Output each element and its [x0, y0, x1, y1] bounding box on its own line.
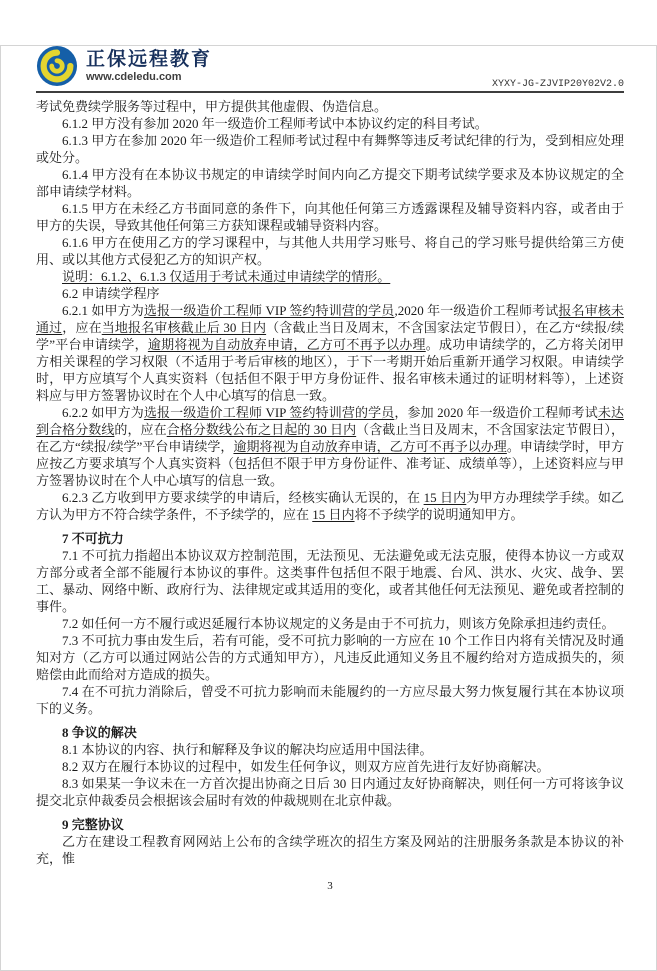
text-segment: 8 争议的解决	[62, 725, 137, 740]
text-segment: 为甲方办理续学手续。如乙方认为甲方不符合续学条件，不予续学的，应在	[36, 490, 624, 522]
text-segment: 6.2.3 乙方收到甲方要求续学的申请后，经核实确认无误的，在	[62, 490, 424, 505]
paragraph	[36, 547, 624, 615]
swirl-logo-icon	[36, 45, 78, 87]
text-segment: 6.1.6 甲方在使用乙方的学习课程中，与其他人共用学习账号、将自己的学习账号提供给第三方使用、或以其他方式侵犯乙方的知识产权。	[36, 235, 624, 267]
text-segment: ，应在	[62, 320, 102, 335]
text-segment: ,2020 年一级造价工程师考试	[394, 303, 559, 318]
paragraph	[36, 302, 624, 404]
section-heading	[36, 530, 624, 547]
underlined-text: 当地报名审核截止后 30 日内	[101, 320, 267, 335]
document-body	[36, 98, 624, 867]
paragraph	[36, 234, 624, 268]
underlined-text: 逾期将视为自动放弃申请，乙方可不再予以办理	[147, 337, 426, 352]
underlined-text: 合格分数线公布之日起的 30 日内	[166, 422, 357, 437]
underlined-text: 说明：6.1.2、6.1.3 仅适用于考试未通过申请续学的情形。	[62, 269, 391, 284]
text-segment: 6.2 申请续学程序	[62, 286, 160, 301]
text-segment: 。成功申请续学的，乙方将关闭甲方相关课程的学习权限（不适用于考后审核的地区），于下一考期开始后重新开通学习权限。申请续学时，甲方应填写个人真实资料（包括但不限于甲方身份证件、报名审核未通过的证明材料等），上述资料应与甲方签署协议时在个人中心填写的信息一致。	[36, 337, 624, 403]
text-segment: 6.2.2 如甲方为	[62, 405, 144, 420]
brand-name: 正保远程教育	[86, 48, 213, 70]
paragraph	[36, 489, 624, 523]
paragraph	[36, 683, 624, 717]
section-heading	[36, 724, 624, 741]
paragraph	[36, 758, 624, 775]
text-segment: 7.3 不可抗力事由发生后，若有可能，受不可抗力影响的一方应在 10 个工作日内将有关情况及时通知对方（乙方可以通过网站公告的方式通知甲方），凡违反此通知义务且不履约给对方造成损失的，须赔偿由此而给对方造成的损失。	[36, 633, 624, 682]
paragraph	[36, 833, 624, 867]
paragraph	[36, 98, 624, 115]
paragraph	[36, 741, 624, 758]
paragraph	[36, 132, 624, 166]
paragraph	[36, 285, 624, 302]
text-segment: 6.2.1 如甲方为	[62, 303, 144, 318]
text-segment: 6.1.2 甲方没有参加 2020 年一级造价工程师考试中本协议约定的科目考试。	[62, 116, 488, 131]
text-segment: 9 完整协议	[62, 817, 124, 832]
paragraph	[36, 632, 624, 683]
underlined-text: 15 日内	[312, 507, 355, 522]
paragraph	[36, 115, 624, 132]
paragraph	[36, 268, 624, 285]
underlined-text: 报名审核未通过	[36, 303, 624, 335]
text-segment: 。申请续学时，甲方应按乙方要求填写个人真实资料（包括但不限于甲方身份证件、准考证、成绩单等），上述资料应与甲方签署协议时在个人中心填写的信息一致。	[36, 439, 624, 488]
text-segment: 乙方在建设工程教育网网站上公布的含续学班次的招生方案及网站的注册服务条款是本协议的补充，惟	[36, 834, 624, 866]
paragraph	[36, 166, 624, 200]
page-header	[36, 45, 624, 89]
text-segment: ，参加 2020 年一级造价工程师考试	[394, 405, 598, 420]
text-segment: 8.3 如果某一争议未在一方首次提出协商之日后 30 日内通过友好协商解决，则任何一方可将该争议提交北京仲裁委员会根据该会届时有效的仲裁规则在北京仲裁。	[36, 776, 624, 808]
text-segment: 6.1.5 甲方在未经乙方书面同意的条件下，向其他任何第三方透露课程及辅导资料内容，或者由于甲方的失误，导致其他任何第三方获知课程或辅导资料内容。	[36, 201, 624, 233]
paragraph	[36, 775, 624, 809]
text-segment: 8.1 本协议的内容、执行和解释及争议的解决均应适用中国法律。	[62, 742, 433, 757]
text-segment: 将不予续学的说明通知甲方。	[354, 507, 524, 522]
brand-text-block	[86, 49, 212, 84]
paragraph	[36, 615, 624, 632]
header-rule	[36, 91, 624, 93]
page-number: 3	[327, 880, 333, 892]
text-segment: （含截止当日及周末，不含国家法定节假日），在乙方“续报/续学”平台申请续学，	[36, 320, 624, 352]
brand-website: www.cdeledu.com	[86, 70, 182, 83]
underlined-text: 15 日内	[423, 490, 467, 505]
text-segment: 6.1.4 甲方没有在本协议书规定的申请续学时间内向乙方提交下期考试续学要求及本协议规定的全部申请续学材料。	[36, 167, 624, 199]
paragraph	[36, 404, 624, 489]
section-heading	[36, 816, 624, 833]
document-page	[0, 45, 657, 971]
underlined-text: 选报一级造价工程师 VIP 签约特训营的学员	[143, 405, 395, 420]
page-footer	[36, 880, 624, 892]
text-segment: 考试免费续学服务等过程中，甲方提供其他虚假、伪造信息。	[36, 99, 388, 114]
text-segment: 的，应在	[114, 422, 167, 437]
underlined-text: 未达到合格分数线	[36, 405, 624, 437]
document-code: XYXY-JG-ZJVIP20Y02V2.0	[491, 79, 624, 90]
text-segment: 7 不可抗力	[62, 531, 124, 546]
underlined-text: 选报一级造价工程师 VIP 签约特训营的学员	[143, 303, 395, 318]
paragraph	[36, 200, 624, 234]
text-segment: 8.2 双方在履行本协议的过程中，如发生任何争议，则双方应首先进行友好协商解决。	[62, 759, 550, 774]
text-segment: 7.4 在不可抗力消除后，曾受不可抗力影响而未能履约的一方应尽最大努力恢复履行其在本协议项下的义务。	[36, 684, 624, 716]
underlined-text: 逾期将视为自动放弃申请，乙方可不再予以办理	[233, 439, 507, 454]
text-segment: 7.1 不可抗力指超出本协议双方控制范围，无法预见、无法避免或无法克服，使得本协议一方或双方部分或者全部不能履行本协议的事件。这类事件包括但不限于地震、台风、洪水、火灾、战争、罢工、暴动、网络中断、政府行为、法律规定或其适用的变化，或者其他任何无法预见、避免或者控制的事件。	[36, 548, 624, 614]
text-segment: 6.1.3 甲方在参加 2020 年一级造价工程师考试过程中有舞弊等违反考试纪律的行为，受到相应处理或处分。	[36, 133, 624, 165]
text-segment: 7.2 如任何一方不履行或迟延履行本协议规定的义务是由于不可抗力，则该方免除承担违约责任。	[62, 616, 615, 631]
text-segment: （含截止当日及周末，不含国家法定节假日），在乙方“续报/续学”平台申请续学，	[36, 422, 624, 454]
